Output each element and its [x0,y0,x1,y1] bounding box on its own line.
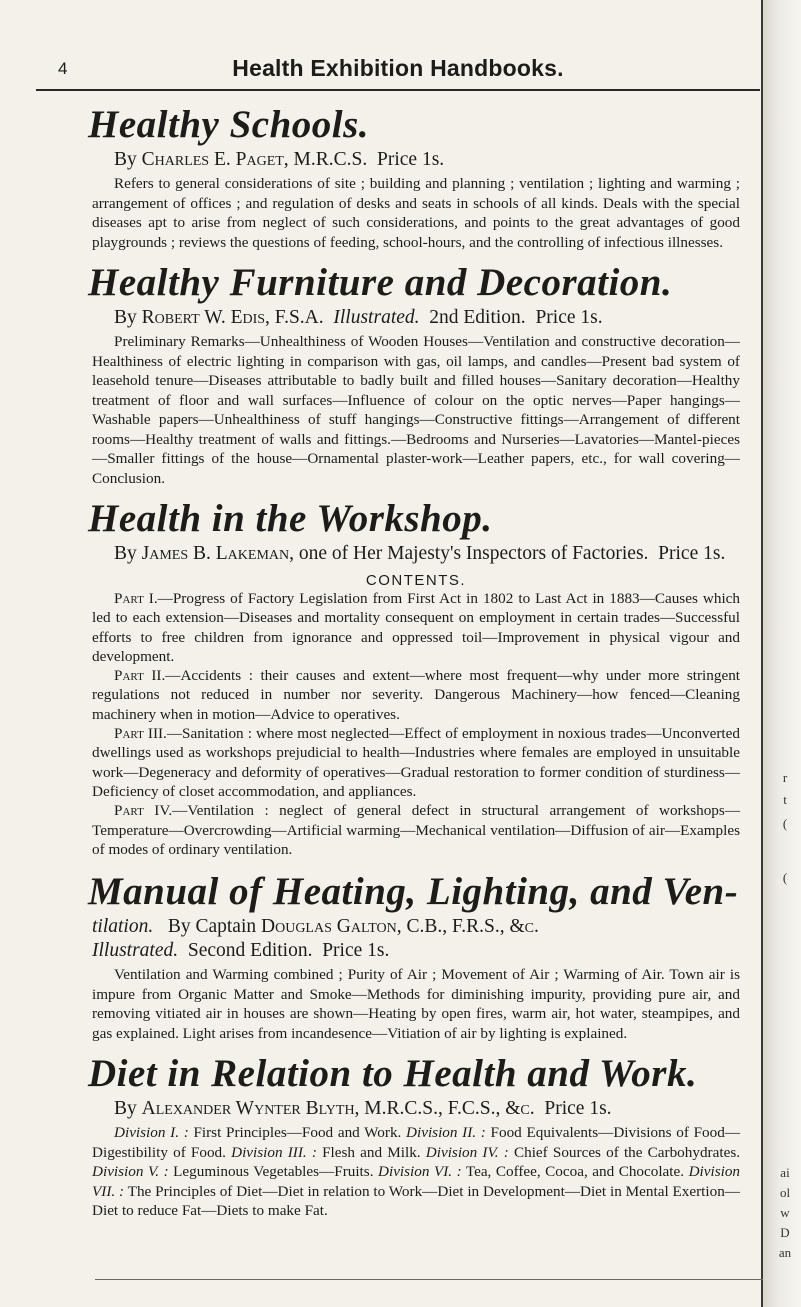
contents-heading: CONTENTS. [365,572,467,589]
adjacent-page-edge [761,0,801,1307]
division-label: Division VII. : [92,1163,741,1200]
spine-fragment: ( [782,816,788,831]
price: Price 1s. [658,543,726,564]
illustrated-note: Illustrated. [92,940,179,962]
contents-part [92,589,740,666]
entry-title: Healthy Furniture and Decoration. [88,261,673,304]
division-text: The Principles of Diet—Diet in relation to Work—Diet in Development—Diet in Mental Exertion—Diet to reduce Fat—Diets to make Fat. [92,1182,740,1220]
author-name: James B. Lakeman, [141,543,294,564]
author-name: Douglas Galton, C.B., F.R.S., &c. [261,916,539,938]
byline-prefix: By [114,543,137,564]
division-label: Division II. : [406,1124,486,1142]
spine-fragment: ai [780,1165,790,1180]
part-text: —Ventilation : neglect of general defect in structural arrangement of workshops—Temperature—Overcrowding—Artificial warming—Mechanical ventilation—Diffusion of air—Examples of modes of ordinary ventilation. [92,802,741,858]
entry-byline [92,148,740,172]
byline-prefix: By Captain [167,916,257,938]
price: Price 1s. [322,940,390,962]
contents-part [92,724,740,801]
entry-description: Preliminary Remarks—Unhealthiness of Wooden Houses—Ventilation and constructive decoration—Healthiness of electric lighting in comparison with gas, oil lamps, and candles—Present bad system of leasehold tenure—Diseases attributable to badly built and filled houses—Sanitary decoration—Healthy treatment of floor and wall surfaces—Influence of colour on the optic nerves—Paper hangings—Washable papers—Unhealthiness of stuff hangings—Constructive fittings—Arrangement of different rooms—Healthy treatment of walls and fittings.—Bedrooms and Nurseries—Lavatories—Mantel-pieces—Smaller fittings of the house—Ornamental plaster-work—Leather papers, etc., for wall covering—Conclusion. [92,333,740,487]
entry-byline [92,306,740,330]
spine-fragment: r [782,770,788,785]
spine-fragment: ol [779,1185,791,1200]
author-name: Charles E. Paget, M.R.C.S. [141,149,368,170]
part-label: Part IV. [114,802,173,820]
entry-title-continuation: tilation. [92,916,154,938]
division-label: Division I. : [114,1124,189,1142]
price: Price 1s. [377,149,445,170]
part-text: —Progress of Factory Legislation from First Act in 1802 to Last Act in 1883—Causes which led to each extension—Diseases and mortality consequent on employment in certain trades—Successful efforts to free children from ignorance and oppressed toil—Improvement in physical vigour and development. [92,590,740,665]
entry-byline [92,915,740,963]
division-label: Division III. : [231,1143,317,1161]
part-label: Part III. [114,725,167,743]
author-role: one of Her Majesty's Inspectors of Factories. [298,543,649,564]
entry-byline [92,1097,740,1121]
divisions-list [92,1123,740,1221]
part-label: Part I. [114,590,158,607]
division-text: Leguminous Vegetables—Fruits. [173,1163,374,1181]
part-text: —Accidents : their causes and extent—where most frequent—why under more stringent regulations not reduced in number nor severity. Dangerous Machinery—how fenced—Cleaning machinery when in motion—Advice to operatives. [92,667,741,723]
division-text: Flesh and Milk. [322,1143,421,1161]
entry-diet-health-work [88,1052,741,1221]
part-text: —Sanitation : where most neglected—Effect of employment in noxious trades—Unconverted dwellings used as workshops prejudicial to health—Industries where females are employed in unsuitable work—Degeneracy and deformity of operatives—Gradual restoration to former condition of sturdiness—Deficiency of closet accommodation, and appliances. [92,725,740,800]
page-number: 4 [58,59,68,78]
division-label: Division VI. : [378,1163,462,1181]
division-label: Division IV. : [425,1143,509,1161]
division-text: First Principles—Food and Work. [193,1124,402,1142]
entry-title: Healthy Schools. [88,103,370,146]
byline-prefix: By [114,1098,137,1120]
entry-healthy-furniture [88,261,740,488]
entry-title: Diet in Relation to Health and Work. [88,1052,698,1096]
byline-prefix: By [114,149,137,170]
page-header [36,55,760,91]
spine-fragment: D [780,1225,790,1240]
author-name: Robert W. Edis, F.S.A. [141,307,324,328]
price: Price 1s. [535,307,603,328]
division-label: Division V. : [92,1163,169,1181]
entry-healthy-schools [88,103,740,252]
part-label: Part II. [114,667,166,685]
spine-fragment: t [783,792,787,807]
division-text: Chief Sources of the Carbohydrates. [513,1143,741,1161]
page-content [88,103,741,1221]
byline-prefix: By [114,307,137,328]
spine-fragment: an [778,1245,792,1260]
bottom-rule [95,1279,763,1280]
entry-description: Refers to general considerations of site ; building and planning ; ventilation ; lighting and warming ; arrangement of offices ; and regulation of desks and seats in schools of all kinds. Deals with the special diseases apt to arise from neglect of such considerations, and points to the great advantages of good playgrounds ; reviews the questions of feeding, school-hours, and the controlling of infectious illnesses. [92,175,740,251]
running-title: Health Exhibition Handbooks. [232,55,564,81]
entry-byline [92,542,740,566]
entry-title: Health in the Workshop. [88,497,493,540]
entry-health-in-workshop [88,497,741,859]
spine-fragment: w [780,1205,790,1220]
spine-fragment: ( [782,870,788,885]
entry-description: Ventilation and Warming combined ; Purity of Air ; Movement of Air ; Warming of Air. Town air is impure from Organic Matter and Smoke—Methods for diminishing impurity, providing pure air, and removing vitiated air in houses are shown—Heating by open fires, warm air, hot water, steampipes, and gas explained. Light arises from incandesence—Vitiation of air by lighting is explained. [92,966,740,1042]
entry-manual-heating [88,870,740,1043]
division-text: Food Equivalents—Divisions of Food—Digestibility of Food. [92,1124,741,1161]
entry-title: Manual of Heating, Lighting, and Ven- [88,870,739,914]
division-text: Tea, Coffee, Cocoa, and Chocolate. [465,1163,685,1181]
edition: Second Edition. [187,940,313,962]
contents-part [92,801,740,859]
edition: 2nd Edition. [429,307,526,328]
author-name: Alexander Wynter Blyth, M.R.C.S., F.C.S., &c. [141,1098,535,1120]
illustrated-note: Illustrated. [333,307,420,328]
price: Price 1s. [544,1098,612,1120]
contents-part [92,666,740,724]
